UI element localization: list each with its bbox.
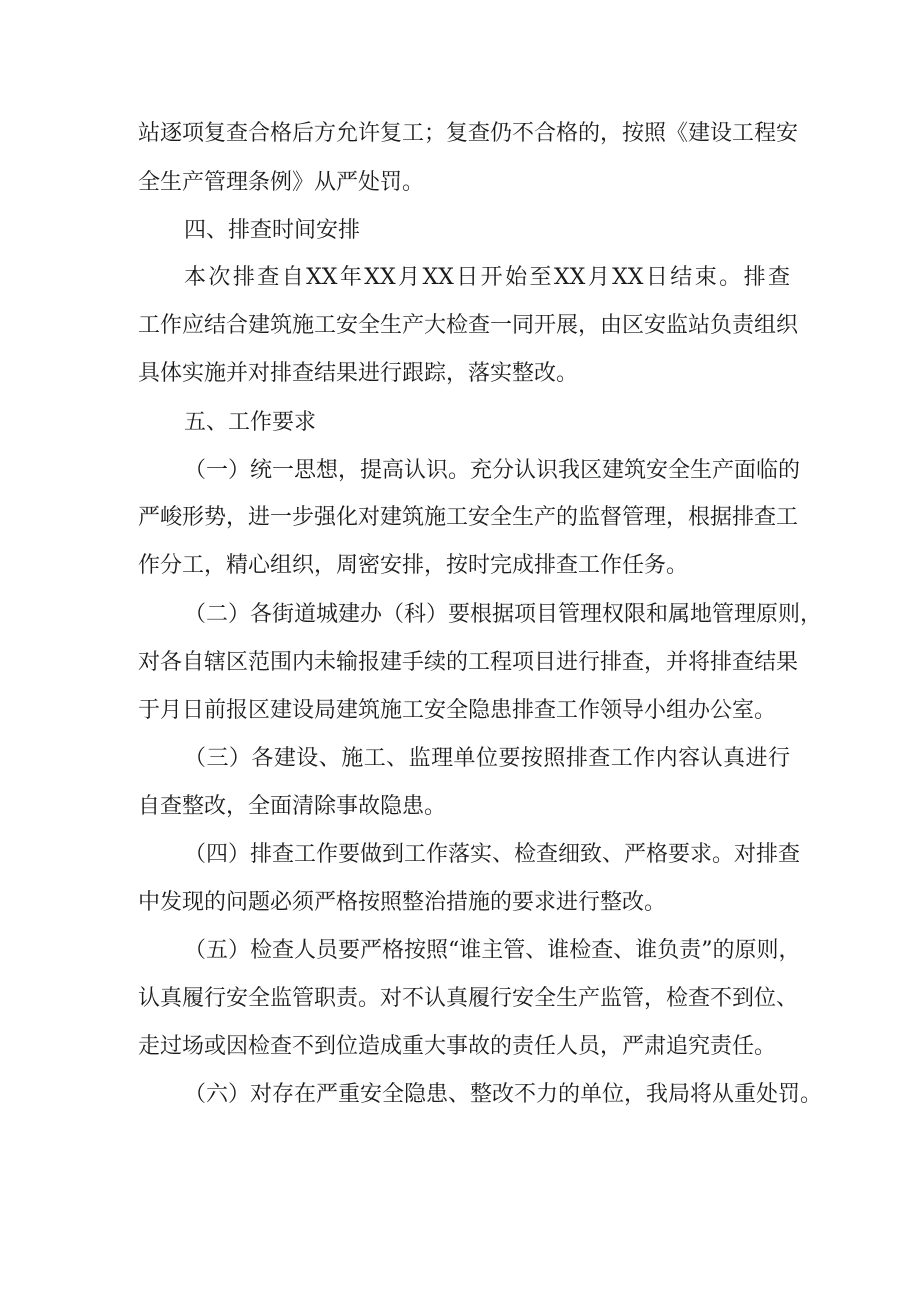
text-line: （一）统一思想，提高认识。充分认识我区建筑安全生产面临的 xyxy=(184,458,801,483)
text-line: 严峻形势，进一步强化对建筑施工安全生产的监督管理，根据排查工 xyxy=(138,505,799,530)
text-line: 于月日前报区建设局建筑施工安全隐患排查工作领导小组办公室。 xyxy=(138,698,777,723)
text-line: 对各自辖区范围内未输报建手续的工程项目进行排查，并将排查结果 xyxy=(138,650,799,675)
section-heading-5: 五、工作要求 xyxy=(184,410,317,435)
text-line: 工作应结合建筑施工安全生产大检查一同开展，由区安监站负责组织 xyxy=(138,313,799,338)
section-heading-4: 四、排查时间安排 xyxy=(184,218,361,243)
text-line: 认真履行安全监管职责。对不认真履行安全生产监管，检查不到位、 xyxy=(138,986,799,1011)
text-line: 具体实施并对排查结果进行跟踪，落实整改。 xyxy=(138,361,579,386)
text-line: （二）各街道城建办（科）要根据项目管理权限和属地管理原则， xyxy=(184,602,823,627)
text-line: 中发现的问题必须严格按照整治措施的要求进行整改。 xyxy=(138,890,667,915)
text-line: 自查整改，全面清除事故隐患。 xyxy=(138,794,447,819)
text-line: 本次排查自XX年XX月XX日开始至XX月XX日结束。排查 xyxy=(184,265,790,290)
text-line: 站逐项复查合格后方允许复工；复查仍不合格的，按照《建设工程安 xyxy=(138,121,799,146)
text-line: （五）检查人员要严格按照“谁主管、谁检查、谁负责”的原则， xyxy=(184,938,801,963)
text-line: （三）各建设、施工、监理单位要按照排查工作内容认真进行 xyxy=(184,746,790,771)
text-line: （四）排查工作要做到工作落实、检查细致、严格要求。对排查 xyxy=(184,842,801,867)
text-line: 作分工，精心组织，周密安排，按时完成排查工作任务。 xyxy=(138,553,689,578)
text-line: （六）对存在严重安全隐患、整改不力的单位，我局将从重处罚。 xyxy=(184,1082,823,1107)
text-line: 全生产管理条例》从严处罚。 xyxy=(138,170,425,195)
text-line: 走过场或因检查不到位造成重大事故的责任人员，严肃追究责任。 xyxy=(138,1034,777,1059)
